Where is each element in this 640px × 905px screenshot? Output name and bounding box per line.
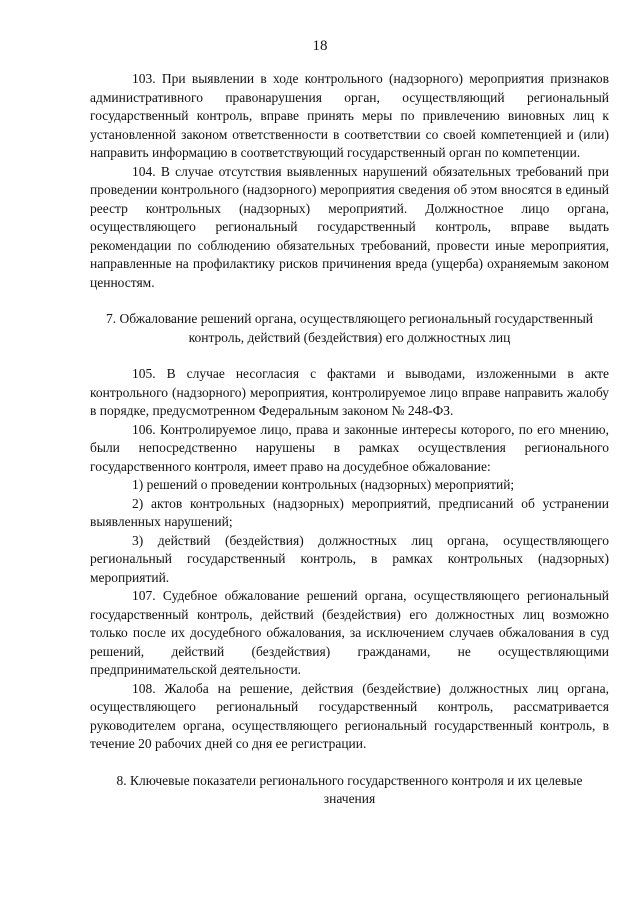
page-body [90, 70, 609, 809]
paragraph-103: 103. При выявлении в ходе контрольного (надзорного) мероприятия признаков административного правонарушения орган, осуществляющий региональный государственный контроль, вправе принять меры по привлечению виновных лиц к установленной законом ответственности в соответствии со своей компетенцией и (или) направить информацию в соответствующий государственный орган по компетенции. [90, 71, 609, 160]
paragraph-107: 107. Судебное обжалование решений органа, осуществляющего региональный государственный контроль, действий (бездействия) его должностных лиц возможно только после их досудебного обжалования, за исключением случаев обжалования в суд решений, действий (бездействия) гражданами, не осуществляющими предпринимательской деятельности. [90, 588, 609, 677]
paragraph-108: 108. Жалоба на решение, действия (бездействие) должностных лиц органа, осуществляющего региональный государственный контроль, рассматривается руководителем органа, осуществляющего региональный государственный контроль, в течение 20 рабочих дней со дня ее регистрации. [90, 680, 609, 751]
page-number: 18 [312, 38, 328, 54]
list-item-3: 3) действий (бездействия) должностных лиц органа, осуществляющего региональный государственный контроль, в рамках контрольных (надзорных) мероприятий. [90, 532, 609, 585]
section-heading-7: 7. Обжалование решений органа, осуществляющего региональный государственный контроль, действий (бездействия) его должностных лиц [105, 311, 593, 345]
paragraph-105: 105. В случае несогласия с фактами и выводами, изложенными в акте контрольного (надзорного) мероприятия, контролируемое лицо вправе направить жалобу в порядке, предусмотренном Федеральным законом № 248-ФЗ. [90, 366, 609, 418]
paragraph-106: 106. Контролируемое лицо, права и законные интересы которого, по его мнению, были непосредственно нарушены в рамках осуществления регионального государственного контроля, имеет право на досудебное обжалование: [90, 421, 609, 474]
section-heading-8: 8. Ключевые показатели регионального государственного контроля и их целевые значения [116, 772, 583, 806]
list-item-2: 2) актов контрольных (надзорных) мероприятий, предписаний об устранении выявленных нарушений; [90, 495, 609, 529]
list-item-1: 1) решений о проведении контрольных (надзорных) мероприятий; [132, 477, 515, 492]
paragraph-104: 104. В случае отсутствия выявленных нарушений обязательных требований при проведении контрольного (надзорного) мероприятия сведения об этом вносятся в единый реестр контрольных (надзорных) мероприятий. Должностное лицо органа, осуществляющего региональный государственный контроль, вправе выдать рекомендации по соблюдению обязательных требований, провести иные мероприятия, направленные на профилактику рисков причинения вреда (ущерба) охраняемым законом ценностям. [90, 163, 609, 290]
